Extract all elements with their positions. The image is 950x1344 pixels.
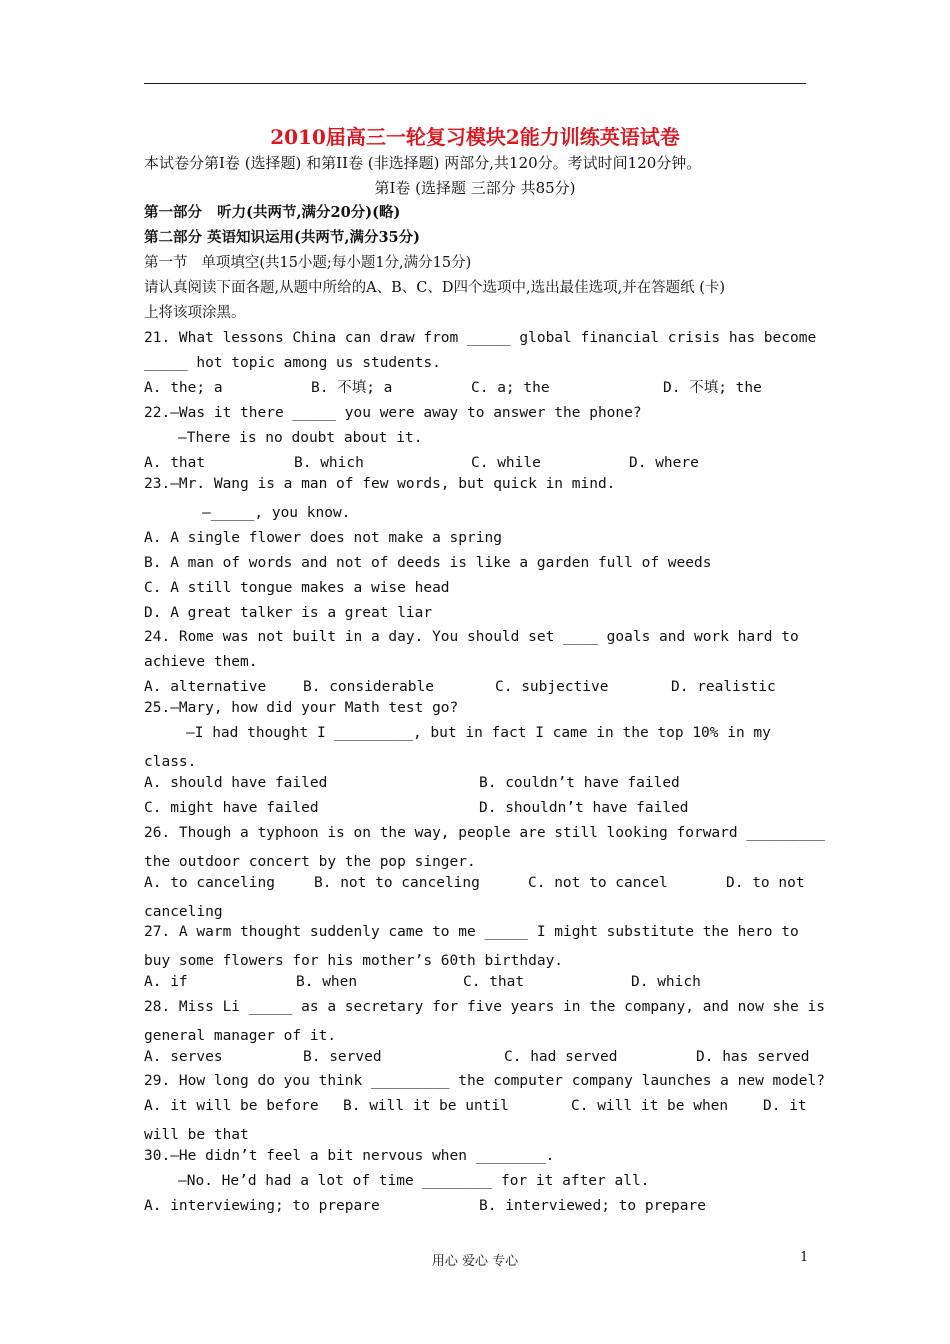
q27-stem-2: buy some flowers for his mother’s 60th birthday. xyxy=(144,953,564,969)
q27-option-a: A. if xyxy=(144,974,188,990)
q27-option-b: B. when xyxy=(296,974,358,990)
q29-option-a: A. it will be before xyxy=(144,1098,319,1114)
q25-option-a: A. should have failed xyxy=(144,775,328,791)
q26-option-d: D. to not xyxy=(726,875,805,891)
q25-option-d: D. shouldn’t have failed xyxy=(479,800,689,816)
q21-option-b: B. 不填; a xyxy=(311,380,393,396)
q22-option-a: A. that xyxy=(144,455,206,471)
q24-option-d: D. realistic xyxy=(671,679,776,695)
q30-stem-1: 30.—He didn’t feel a bit nervous when ________. xyxy=(144,1148,555,1164)
q28-option-c: C. had served xyxy=(504,1049,618,1065)
intro-text: 本试卷分第I卷 (选择题) 和第II卷 (非选择题) 两部分,共120分。考试时间120分钟。 xyxy=(144,154,702,172)
q29-option-d: D. it xyxy=(763,1098,807,1114)
q26-stem-1: 26. Though a typhoon is on the way, people are still looking forward _________ xyxy=(144,825,825,841)
q23-option-a: A. A single flower does not make a spring xyxy=(144,530,502,546)
q29-option-b: B. will it be until xyxy=(343,1098,509,1114)
q30-stem-2: —No. He’d had a lot of time ________ for it after all. xyxy=(178,1173,650,1189)
page-number: 1 xyxy=(800,1250,809,1265)
instruction-line-1: 请认真阅读下面各题,从题中所给的A、B、C、D四个选项中,选出最佳选项,并在答题纸 (卡) xyxy=(144,280,726,296)
q30-option-b: B. interviewed; to prepare xyxy=(479,1198,706,1214)
q21-stem-1: 21. What lessons China can draw from _____ global financial crisis has become xyxy=(144,330,817,346)
q26-option-b: B. not to canceling xyxy=(314,875,480,891)
q21-option-a: A. the; a xyxy=(144,380,223,396)
q27-option-d: D. which xyxy=(631,974,701,990)
q25-stem-3: class. xyxy=(144,754,197,770)
section1-heading: 第一部分 听力(共两节,满分20分)(略) xyxy=(144,204,401,221)
q23-option-d: D. A great talker is a great liar xyxy=(144,605,433,621)
q25-option-c: C. might have failed xyxy=(144,800,319,816)
q22-option-b: B. which xyxy=(294,455,364,471)
page-title: 2010届高三一轮复习模块2能力训练英语试卷 xyxy=(270,125,680,149)
q23-option-b: B. A man of words and not of deeds is like a garden full of weeds xyxy=(144,555,712,571)
instruction-line-2: 上将该项涂黑。 xyxy=(144,305,246,321)
q25-stem-2: —I had thought I _________, but in fact I came in the top 10% in my xyxy=(186,725,771,741)
q29-option-c: C. will it be when xyxy=(571,1098,729,1114)
header-rule xyxy=(144,83,806,84)
q28-option-b: B. served xyxy=(303,1049,382,1065)
q26-option-d-cont: canceling xyxy=(144,904,223,920)
q24-stem-1: 24. Rome was not built in a day. You should set ____ goals and work hard to xyxy=(144,629,799,645)
q28-stem-2: general manager of it. xyxy=(144,1028,337,1044)
q24-stem-2: achieve them. xyxy=(144,654,258,670)
q28-option-a: A. serves xyxy=(144,1049,223,1065)
section2-subheading: 第一节 单项填空(共15小题;每小题1分,满分15分) xyxy=(144,255,472,271)
q23-stem-2: —_____, you know. xyxy=(202,505,351,521)
q23-option-c: C. A still tongue makes a wise head xyxy=(144,580,450,596)
part1-heading: 第I卷 (选择题 三部分 共85分) xyxy=(374,179,576,197)
section2-heading: 第二部分 英语知识运用(共两节,满分35分) xyxy=(144,229,420,246)
q28-stem-1: 28. Miss Li _____ as a secretary for five years in the company, and now she is xyxy=(144,999,825,1015)
q21-stem-2: _____ hot topic among us students. xyxy=(144,355,441,371)
q22-option-c: C. while xyxy=(471,455,541,471)
q23-stem-1: 23.—Mr. Wang is a man of few words, but quick in mind. xyxy=(144,476,616,492)
q22-stem-2: —There is no doubt about it. xyxy=(178,430,423,446)
q24-option-a: A. alternative xyxy=(144,679,267,695)
q28-option-d: D. has served xyxy=(696,1049,810,1065)
q24-option-c: C. subjective xyxy=(495,679,609,695)
q29-stem-1: 29. How long do you think _________ the computer company launches a new model? xyxy=(144,1073,825,1089)
q25-option-b: B. couldn’t have failed xyxy=(479,775,680,791)
q26-option-c: C. not to cancel xyxy=(528,875,668,891)
q27-stem-1: 27. A warm thought suddenly came to me _____ I might substitute the hero to xyxy=(144,924,799,940)
q26-stem-2: the outdoor concert by the pop singer. xyxy=(144,854,476,870)
q30-option-a: A. interviewing; to prepare xyxy=(144,1198,380,1214)
q22-stem-1: 22.—Was it there _____ you were away to answer the phone? xyxy=(144,405,642,421)
q24-option-b: B. considerable xyxy=(303,679,434,695)
q21-option-d: D. 不填; the xyxy=(663,380,762,396)
q29-option-d-cont: will be that xyxy=(144,1127,249,1143)
q22-option-d: D. where xyxy=(629,455,699,471)
q26-option-a: A. to canceling xyxy=(144,875,275,891)
q27-option-c: C. that xyxy=(463,974,525,990)
page-footer: 用心 爱心 专心 xyxy=(431,1254,519,1269)
q21-option-c: C. a; the xyxy=(471,380,550,396)
q25-stem-1: 25.—Mary, how did your Math test go? xyxy=(144,700,459,716)
